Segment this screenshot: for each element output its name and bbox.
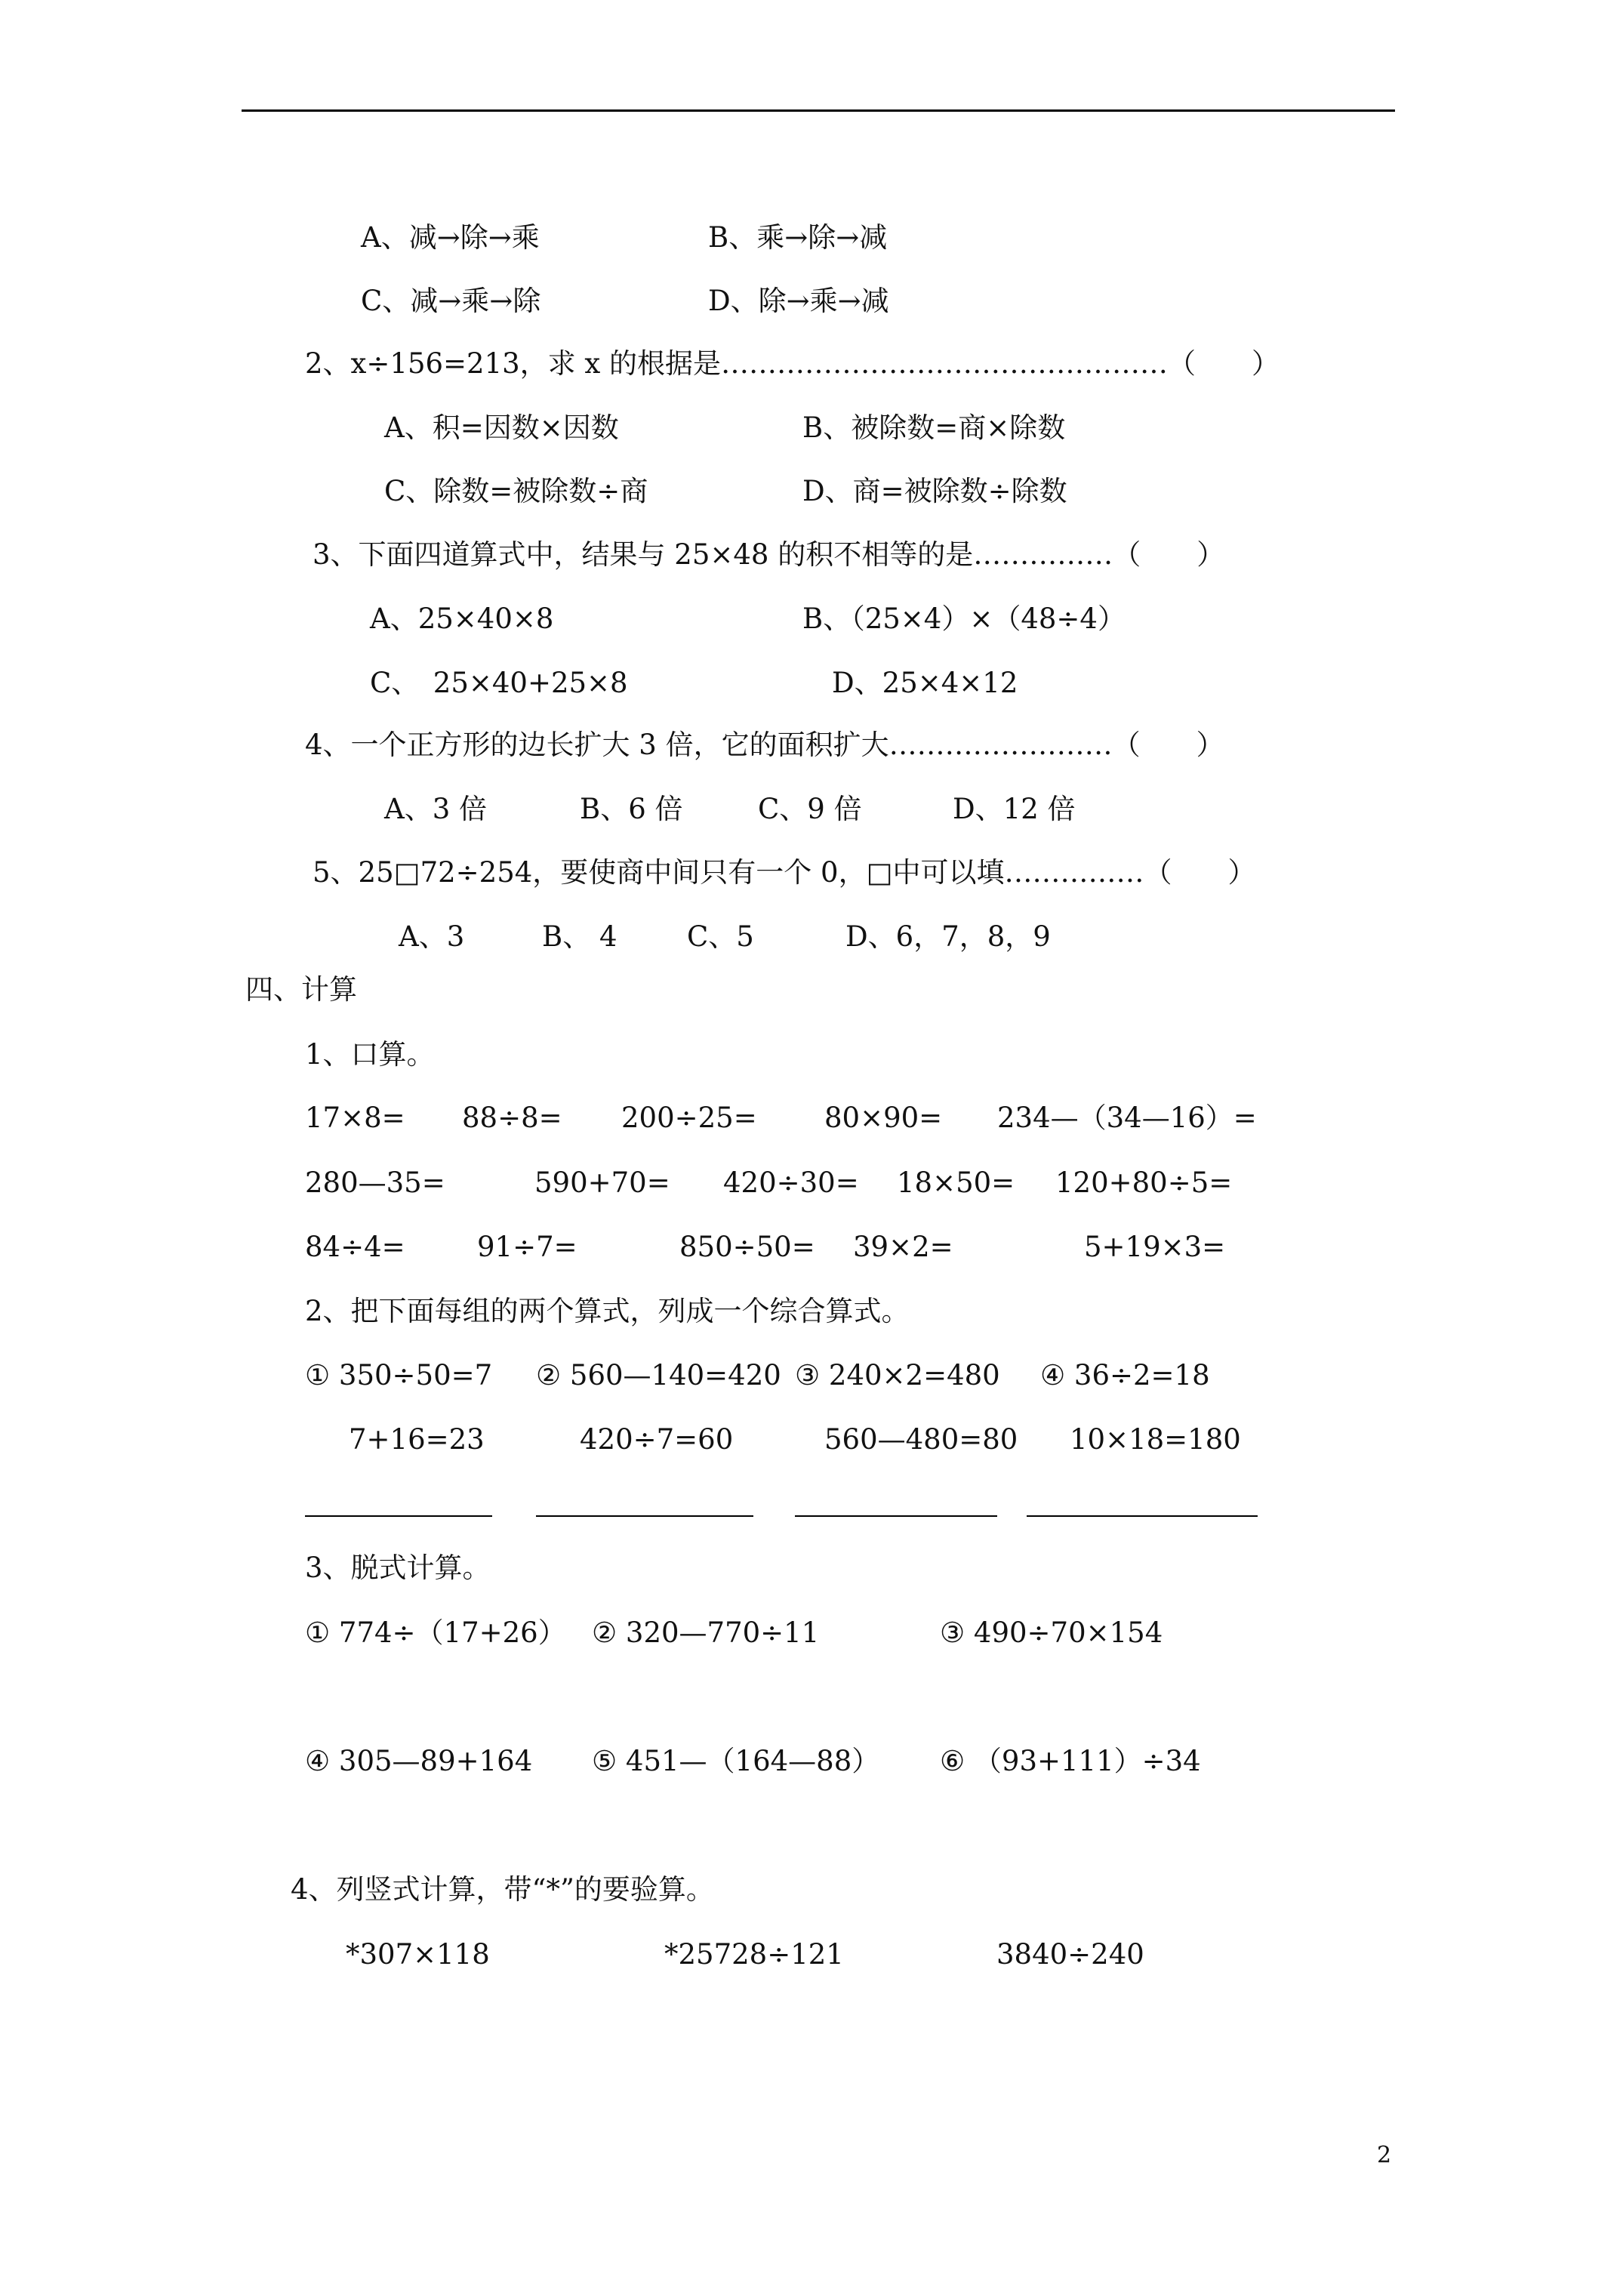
- q1-option-c: C、减→乘→除: [361, 285, 541, 317]
- page-number: 2: [1377, 2142, 1392, 2168]
- header-rule: [242, 109, 1395, 112]
- steps-item: ④ 305—89+164: [305, 1745, 533, 1777]
- q4-option-b: B、6 倍: [580, 793, 683, 825]
- combine-item: ③ 240×2=480: [795, 1359, 1000, 1391]
- q3-option-b: B、（25×4）×（48÷4）: [802, 603, 1126, 635]
- q2-option-a: A、积=因数×因数: [384, 411, 619, 444]
- q4-stem: 4、一个正方形的边长扩大 3 倍，它的面积扩大……………………（ ）: [305, 729, 1224, 761]
- oral-item: 88÷8=: [462, 1102, 562, 1134]
- vertical-item: *25728÷121: [664, 1938, 844, 1971]
- q3-option-c: C、 25×40+25×8: [370, 667, 628, 699]
- answer-blank[interactable]: [1027, 1515, 1258, 1517]
- oral-item: 18×50=: [897, 1166, 1015, 1199]
- steps-item: ③ 490÷70×154: [940, 1616, 1163, 1649]
- combine-item: 560—480=80: [824, 1423, 1018, 1456]
- q5-option-c: C、5: [687, 920, 754, 953]
- q5-option-d: D、6，7，8，9: [845, 920, 1051, 953]
- oral-item: 280—35=: [305, 1166, 445, 1199]
- part-4-title: 4、列竖式计算，带“*”的要验算。: [291, 1873, 714, 1906]
- part-2-title: 2、把下面每组的两个算式，列成一个综合算式。: [305, 1295, 910, 1327]
- q3-stem: 3、下面四道算式中，结果与 25×48 的积不相等的是……………（ ）: [313, 538, 1225, 571]
- q4-option-d: D、12 倍: [953, 793, 1076, 825]
- combine-item: 420÷7=60: [580, 1423, 734, 1456]
- oral-item: 80×90=: [824, 1102, 943, 1134]
- answer-blank[interactable]: [305, 1515, 492, 1517]
- q5-stem: 5、25□72÷254，要使商中间只有一个 0，□中可以填……………（ ）: [313, 856, 1256, 889]
- combine-item: ② 560—140=420: [536, 1359, 781, 1391]
- section-4-title: 四、计算: [245, 973, 357, 1006]
- answer-blank[interactable]: [536, 1515, 753, 1517]
- oral-item: 200÷25=: [621, 1102, 757, 1134]
- oral-item: 84÷4=: [305, 1231, 405, 1263]
- q2-option-d: D、商=被除数÷除数: [802, 475, 1067, 507]
- oral-item: 91÷7=: [477, 1231, 577, 1263]
- combine-item: ① 350÷50=7: [305, 1359, 493, 1391]
- oral-item: 5+19×3=: [1084, 1231, 1226, 1263]
- vertical-item: 3840÷240: [996, 1938, 1144, 1971]
- oral-item: 234—（34—16）=: [997, 1102, 1257, 1134]
- q1-option-d: D、除→乘→减: [708, 285, 889, 317]
- q1-option-b: B、乘→除→减: [708, 221, 888, 254]
- part-1-title: 1、口算。: [305, 1038, 435, 1071]
- steps-item: ① 774÷（17+26）: [305, 1616, 566, 1649]
- combine-item: 7+16=23: [349, 1423, 485, 1456]
- q4-option-a: A、3 倍: [384, 793, 488, 825]
- steps-item: ⑤ 451—（164—88）: [592, 1745, 880, 1777]
- steps-item: ② 320—770÷11: [592, 1616, 820, 1649]
- oral-item: 420÷30=: [723, 1166, 859, 1199]
- q2-stem: 2、x÷156=213，求 x 的根据是…………………………………………（ ）: [305, 347, 1280, 380]
- oral-item: 39×2=: [853, 1231, 953, 1263]
- oral-item: 17×8=: [305, 1102, 405, 1134]
- q5-option-a: A、3: [399, 920, 465, 953]
- steps-item: ⑥ （93+111）÷34: [940, 1745, 1201, 1777]
- oral-item: 850÷50=: [679, 1231, 815, 1263]
- combine-item: 10×18=180: [1070, 1423, 1241, 1456]
- oral-item: 120+80÷5=: [1055, 1166, 1233, 1199]
- oral-item: 590+70=: [534, 1166, 670, 1199]
- q4-option-c: C、9 倍: [758, 793, 862, 825]
- answer-blank[interactable]: [795, 1515, 997, 1517]
- q2-option-c: C、除数=被除数÷商: [384, 475, 648, 507]
- combine-item: ④ 36÷2=18: [1040, 1359, 1210, 1391]
- q3-option-d: D、25×4×12: [832, 667, 1018, 699]
- q1-option-a: A、减→除→乘: [361, 221, 540, 254]
- q5-option-b: B、 4: [542, 920, 617, 953]
- vertical-item: *307×118: [346, 1938, 490, 1971]
- q2-option-b: B、被除数=商×除数: [802, 411, 1066, 444]
- q3-option-a: A、25×40×8: [370, 603, 554, 635]
- part-3-title: 3、脱式计算。: [305, 1552, 491, 1584]
